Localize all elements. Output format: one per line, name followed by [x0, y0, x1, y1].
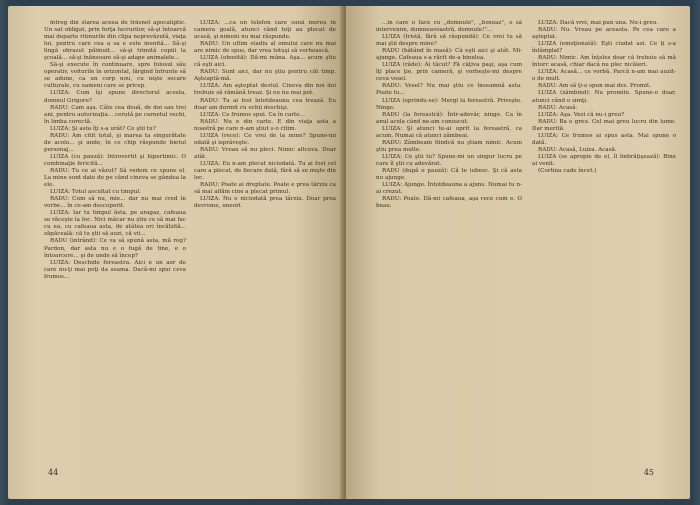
paragraph: ...în care o face cu „domnule", „boxeaz", o să intervenim, dumneavoastră, domnule!"...	[376, 20, 522, 34]
left-page-column-1	[44, 20, 186, 450]
paragraph: RADU: Nu e din carte. E din viaţa asta a noastră pe care n-am ştiut s-o citim.	[194, 118, 336, 132]
paragraph: RADU: Vesel? Nu mai ştiu ce înseamnă asta. Poate tu...	[376, 83, 522, 97]
paragraph: LUIZA: Am aşteptat destul. Cineva din noi doi trebuie să rămână treaz. Şi eu nu mai pot.	[194, 83, 336, 97]
paragraph: LUIZA: Totul ascultat cu timpul.	[50, 189, 141, 196]
right-page-number: 45	[643, 468, 654, 477]
paragraph: LUIZA (tristă, fără să răspundă): Ce vrei tu să mai ştii despre mine?	[376, 34, 522, 48]
paragraph: LUIZA: Ajunge. Întotdeauna a ajuns. Numai tu n-ai crezut.	[376, 182, 522, 196]
paragraph: LUIZA: Eu n-am plecat niciodată. Tu ai fost cel care a plecat, de fiecare dată, fără să se mişte din loc.	[194, 160, 336, 182]
paragraph: RADU: Acasă, Luiza. Acasă.	[538, 146, 617, 153]
paragraph: LUIZA (oprindu-se): Mergi la fereastră. Priveşte. Ninge.	[376, 97, 522, 111]
paragraph: LUIZA: Ce ştii tu? Spune-mi un singur lucru pe care îl ştii cu adevărat.	[376, 153, 522, 167]
paragraph: LUIZA (se apropie de el, îl îmbrăţişează): Bine ai venit.	[532, 153, 676, 167]
paragraph: LUIZA: Nu e niciodată prea târziu. Doar prea devreme, uneori.	[194, 196, 336, 210]
paragraph: LUIZA: Ce frumos ai spus asta. Mai spune o dată.	[532, 132, 676, 146]
paragraph: (Cortina cade încet.)	[538, 167, 597, 174]
right-page	[346, 6, 690, 499]
paragraph: LUIZA (zâmbind): Nu promite. Spune-o doar, atunci când o simţi.	[532, 90, 676, 104]
paragraph: RADU: Nu. Vreau pe aceasta. Pe cea care a aşteptat.	[532, 27, 676, 41]
paragraph: RADU: Cum să nu, mie... dar nu mai cred în vorbe... în ce-am descoperit.	[44, 196, 186, 210]
paragraph: RADU: Poate ai dreptate. Poate e prea târziu ca să mai aflăm cine a plecat primul.	[194, 182, 336, 196]
paragraph: Să-şi execute în continuare, spre folosul său operativ, voiturile în orizontal, lărgind înfrunte să se adune, ca un corp nou, cu nişte secare culturale, cu oameni care se pricep.	[44, 62, 186, 90]
paragraph: LUIZA: Şi atunci te-ai oprit la fereastră, ca acum. Numai că atunci zâmbeai.	[376, 125, 522, 139]
paragraph: RADU (după o pauză): Că te iubesc. Şi că asta nu ajunge.	[376, 167, 522, 182]
paragraph: LUIZA (râde): Ai tăcut? Fă câţiva paşi, aşa cum îţi place ţie, prin cameră, şi vorbeşte-mi despre ceva vesel.	[376, 62, 522, 83]
paragraph: RADU: Poate. Dă-mi cafeaua, aşa rece cum e. O beau.	[376, 196, 522, 210]
paragraph: LUIZA: Iar tu timpul ăsta, pe aragaz, cafeaua se răceşte la foc. Nici măcar nu ştiu ce să mai fac cu ea, cu cafeaua asta, de atâtea ori încălzită... zăpăceală: că tu ştii să auzi, că vii...	[44, 210, 186, 238]
paragraph: LUIZA (emoţionată): Eşti ciudat azi. Ce ţi s-a întâmplat?	[532, 41, 676, 55]
paragraph: RADU (la fereastră): Într-adevăr, ninge. Ca în anul acela când ne-am cunoscut.	[376, 111, 522, 125]
paragraph: RADU (intrând): Ce va să spună asta, mă rog? Pardon, dar asta nu e o fugă de tine, e o întoarcere... şi de unde să încep?	[44, 238, 186, 259]
right-page-column-1	[376, 20, 522, 450]
paragraph: LUIZA: Deschide fereastra. Aici e un aer de care nu-ţi mai poţi da seama. Dacă-mi spui ceva frumos...	[44, 259, 186, 280]
paragraph: LUIZA: Ce frumos spui. Ca în carte...	[200, 111, 305, 118]
paragraph: LUIZA (cu pauză): Introvertit şi hipertimic. O combinaţie fericită...	[44, 153, 186, 167]
paragraph: LUIZA: Dacă vrei, mai pun una. Nu-i greu.	[538, 20, 659, 26]
paragraph: RADU: Am să ţi-o spun mai des. Promit.	[538, 83, 651, 90]
paragraph: RADU: Sunt aici, dar nu ştiu pentru cât timp. Aşteaptă-mă.	[194, 69, 336, 83]
paragraph: RADU: Cam aşa. Câte cea două, de doi sau trei ani, pentru autorizaţia... cerută pe carnetul vechi, în limba corectă.	[44, 104, 186, 125]
paragraph: RADU: Zâmbeam fiindcă nu ştiam nimic. Acum ştiu prea multe.	[376, 139, 522, 153]
paragraph: LUIZA (obosită): Dă-mi mâna. Aşa... acum ştiu că eşti aici.	[194, 55, 336, 69]
left-page	[8, 6, 344, 499]
paragraph: RADU: Tu ai fost întotdeauna cea trează. Eu doar am dormit cu ochii deschişi.	[194, 97, 336, 111]
paragraph: LUIZA: Cum îşi spune directorul acesta, domnul Grigore?	[44, 90, 186, 104]
paragraph: RADU: Nimic. Am înţeles doar că trebuie să mă întorc acasă, chiar dacă nu plec nicăieri.	[532, 55, 676, 69]
paragraph: RADU: Un ultim stadiu al omului care nu mai are nimic de spus, dar vrea totuşi să vorbească.	[194, 41, 336, 55]
right-page-column-2	[532, 20, 676, 450]
paragraph: LUIZA: Acasă... ce vorbă. Parcă n-am mai auzit-o de mult.	[532, 69, 676, 83]
paragraph: LUIZA (rece): Ce vrei de la mine? Spune-mi odată şi isprăveşte.	[194, 132, 336, 146]
left-page-number: 44	[48, 468, 59, 477]
paragraph: RADU: Vreau să nu pleci. Nimic altceva. Doar atât.	[194, 146, 336, 160]
paragraph: RADU: Tu ce ai văzut? Să vedem ce spune el. La mine sunt date de pe când cineva se gândea la ele.	[44, 167, 186, 189]
paragraph: RADU (bătând în masă): Că eşti aici şi atât. Mi-ajunge. Cafeaua s-a răcit de-a binelea.	[376, 48, 522, 62]
paragraph: RADU: Acasă.	[538, 104, 578, 111]
left-page-column-2	[194, 20, 336, 450]
paragraph: LUIZA: Aşa. Vezi că nu-i greu?	[538, 111, 625, 118]
paragraph: întreg din starea aceea de trăsnet apocaliptic. Un sat obligat, prin forţa lucrurilor, să-şi întoarcă mai departe ritmurile din clipa neprevăzută, viaţa lui, pentru care cea a sa e este menită... Să-şi lingă obrazul pălmuit... să-şi trimită copiii la şcoală... să-şi înănsoare să-şi adape animalele...	[44, 20, 186, 62]
paragraph: LUIZA: Şi asta îţi s-a urât? Ce ştii tu?	[50, 125, 156, 132]
paragraph: RADU: Am citit totul, şi marea ta singurătate de acolo... şi unde, în ce chip răspunde bietul personaj...	[44, 132, 186, 153]
paragraph: LUIZA: ...ca un telefon care sună mereu în camera goală, atunci când toţi au plecat de acasă, şi nimeni nu mai răspunde.	[194, 20, 336, 41]
paragraph: RADU: Ba e greu. Cel mai greu lucru din lume. Dar merită.	[532, 118, 676, 132]
